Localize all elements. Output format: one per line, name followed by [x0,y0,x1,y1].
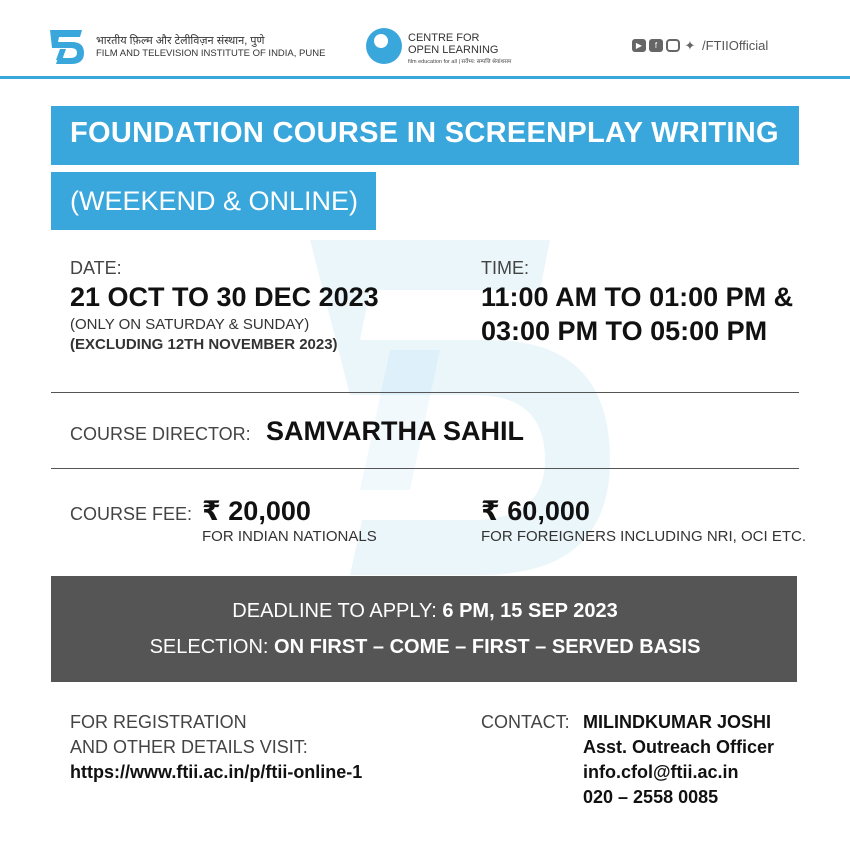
date-note-days: (ONLY ON SATURDAY & SUNDAY) [70,316,310,333]
fee-indian-amount: ₹ 20,000 [202,496,311,526]
director-name: SAMVARTHA SAHIL [266,416,524,446]
instagram-icon[interactable] [666,39,680,52]
selection-value: ON FIRST – COME – FIRST – SERVED BASIS [274,636,701,658]
contact-label: CONTACT: [481,712,570,732]
cfol-tagline: film education for all | सर्वेभ्य: सम्पत्ति श्रेयांशसम [408,59,512,65]
date-label: DATE: [70,258,122,278]
selection-label: SELECTION: [149,636,269,658]
course-subtitle: (WEEKEND & ONLINE) [70,186,359,216]
deadline-line [0,600,850,623]
ftii-logo [46,26,86,66]
header-divider [0,76,850,79]
registration-link[interactable]: https://www.ftii.ac.in/p/ftii-online-1 [70,762,363,782]
social-handle[interactable]: /FTIIOfficial [702,38,769,53]
deadline-value: 6 PM, 15 SEP 2023 [442,600,618,622]
course-title: FOUNDATION COURSE IN SCREENPLAY WRITING [70,117,779,149]
registration-line1: FOR REGISTRATION [70,712,247,732]
contact-name: MILINDKUMAR JOSHI [583,712,771,732]
youtube-icon[interactable]: ▶ [632,39,646,52]
fee-foreign-amount: ₹ 60,000 [481,496,590,526]
cfol-name-line2: OPEN LEARNING [408,44,499,56]
fee-label: COURSE FEE: [70,504,193,524]
selection-line [0,636,850,659]
time-label: TIME: [481,258,529,278]
divider-2 [51,468,799,469]
fee-foreign-note: FOR FOREIGNERS INCLUDING NRI, OCI ETC. [481,528,807,545]
contact-phone[interactable]: 020 – 2558 0085 [583,787,719,807]
contact-role: Asst. Outreach Officer [583,737,775,757]
divider-1 [51,392,799,393]
twitter-icon[interactable]: ✦ [684,37,696,53]
time-line1: 11:00 AM TO 01:00 PM & [481,282,794,312]
institute-name-english: FILM AND TELEVISION INSTITUTE OF INDIA, PUNE [96,48,326,59]
time-line2: 03:00 PM TO 05:00 PM [481,316,768,346]
date-note-exclusion: (EXCLUDING 12TH NOVEMBER 2023) [70,336,338,353]
cfol-logo-icon [366,28,402,64]
date-value: 21 OCT TO 30 DEC 2023 [70,282,379,312]
director-label: COURSE DIRECTOR: [70,424,251,444]
institute-name-hindi: भारतीय फ़िल्म और टेलीविज़न संस्थान, पुणे [96,35,265,47]
registration-line2: AND OTHER DETAILS VISIT: [70,737,308,757]
deadline-label: DEADLINE TO APPLY: [232,600,437,622]
social-links [632,38,768,53]
cfol-name-line1: CENTRE FOR [408,32,480,44]
fee-indian-note: FOR INDIAN NATIONALS [202,528,377,545]
facebook-icon[interactable]: f [649,39,663,52]
deadline-box [51,576,797,682]
contact-email[interactable]: info.cfol@ftii.ac.in [583,762,739,782]
